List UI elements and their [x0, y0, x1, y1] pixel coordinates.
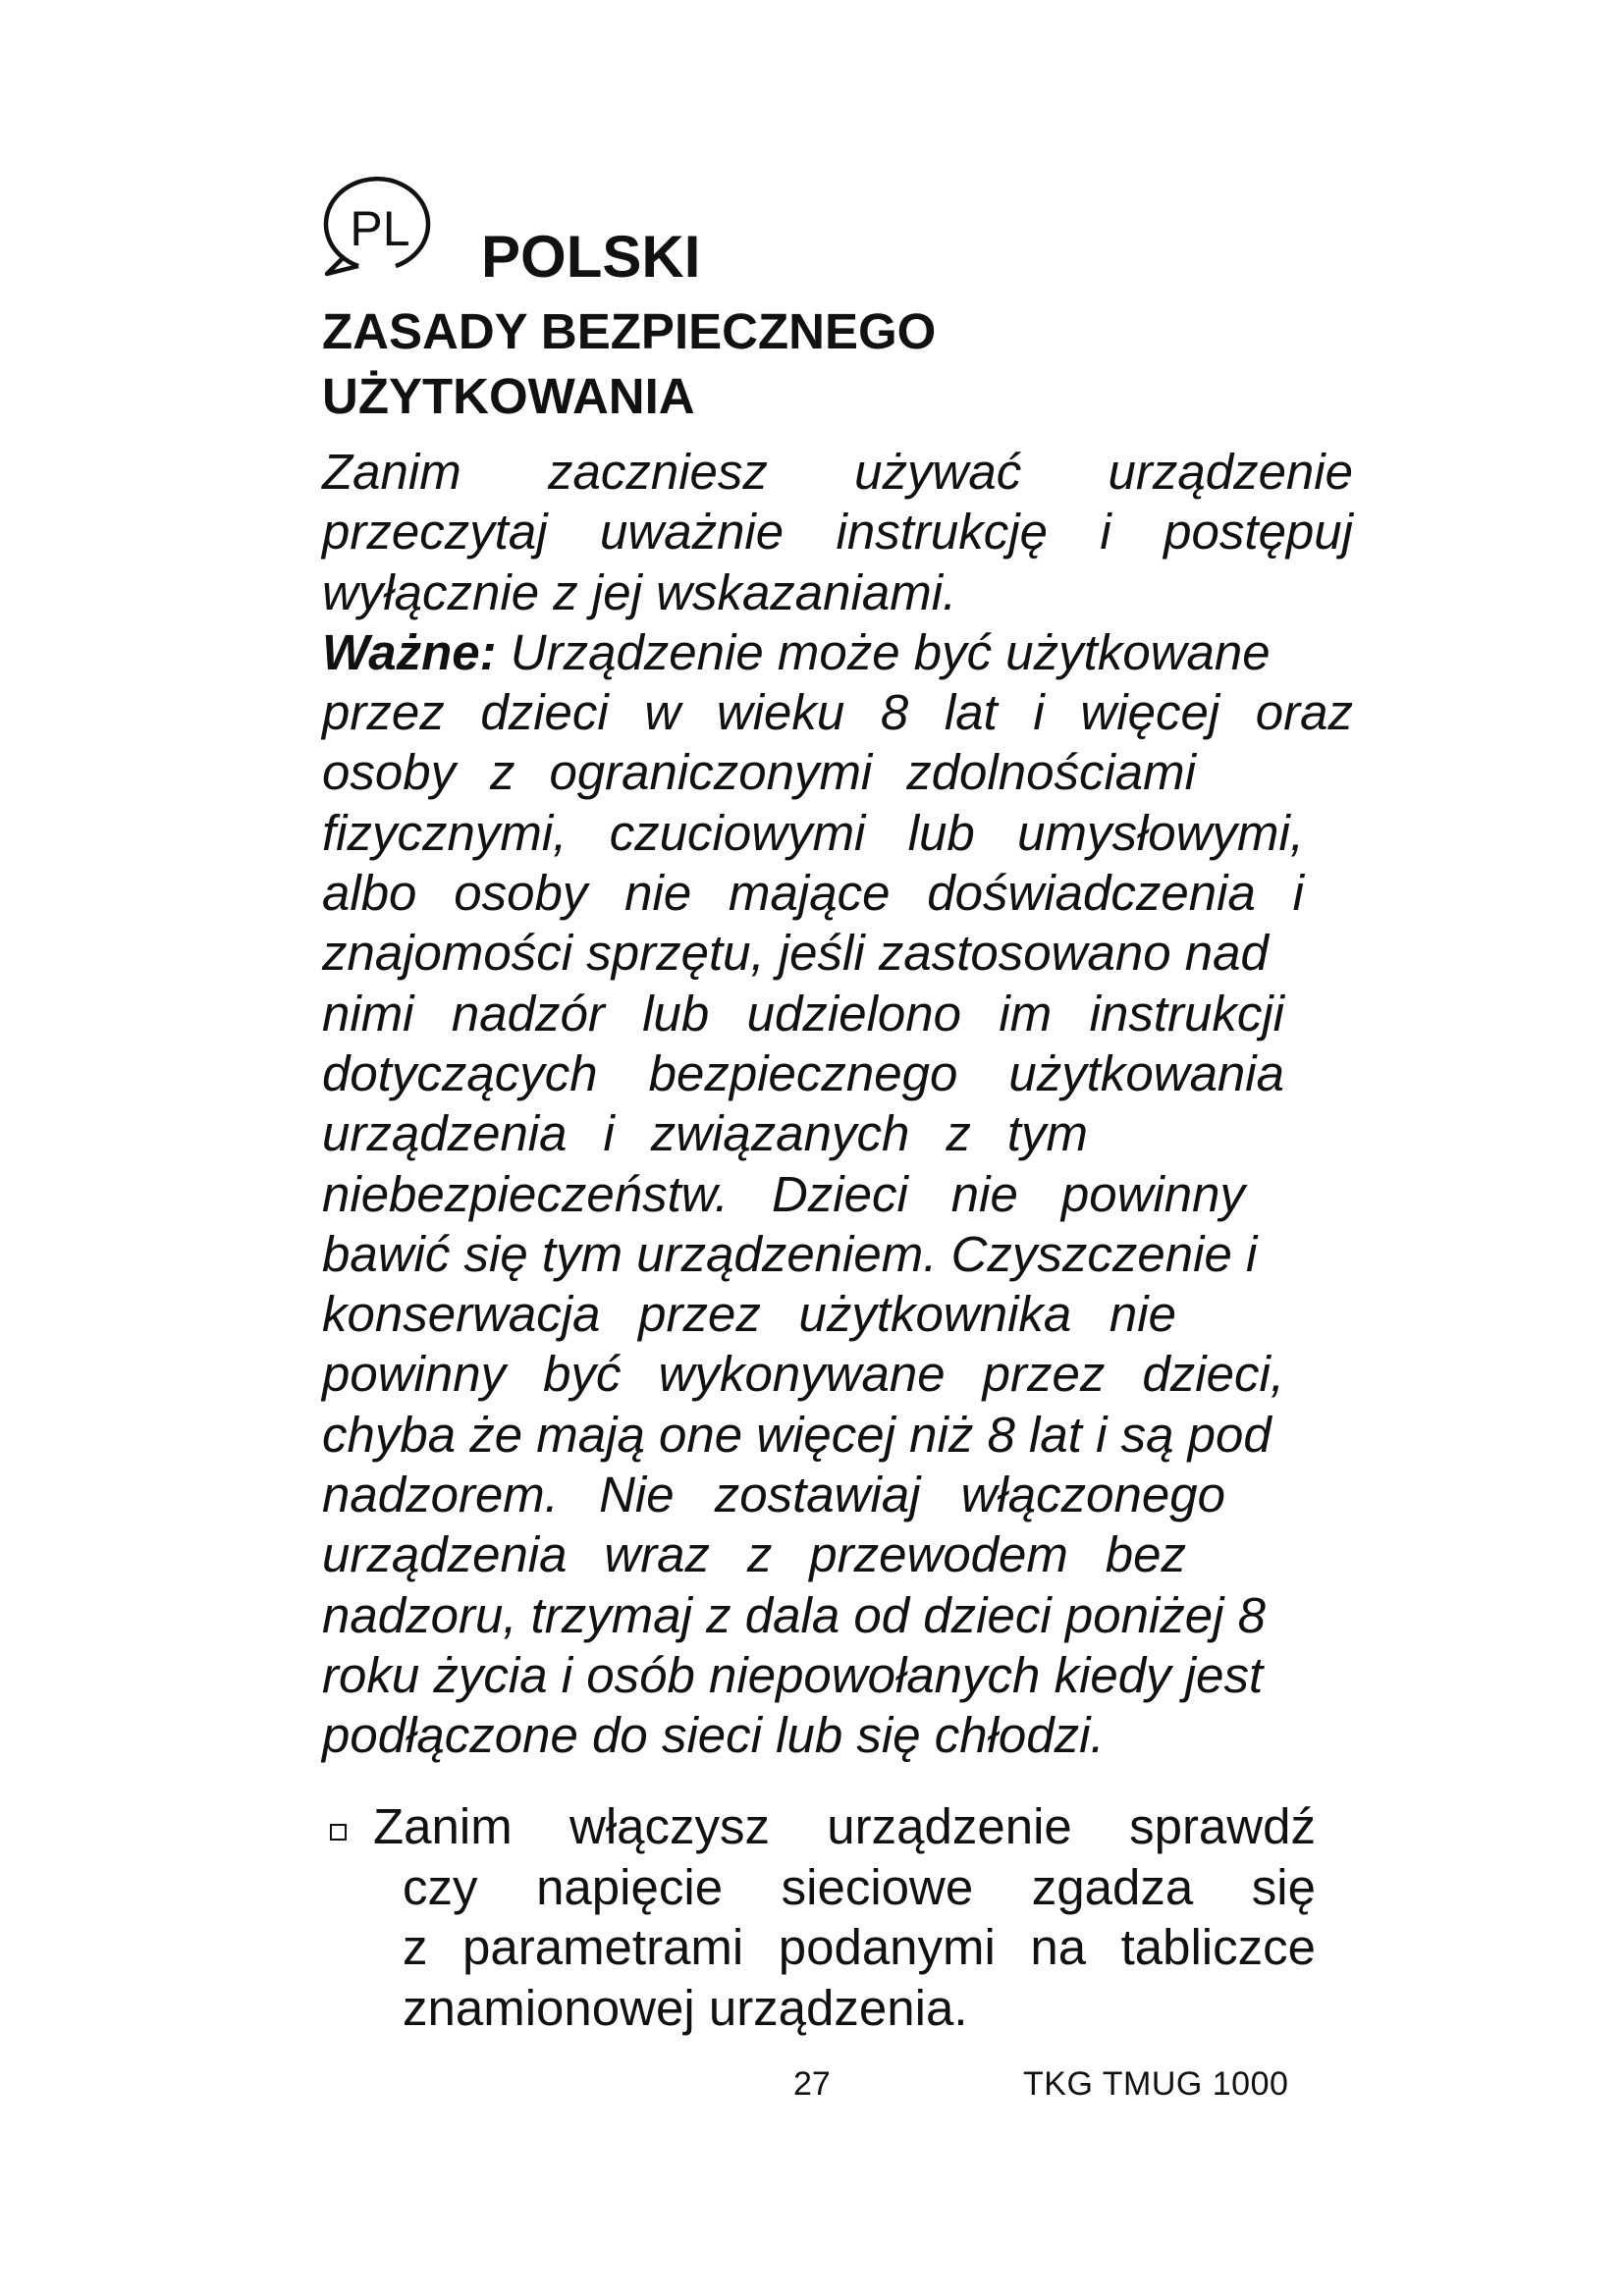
- intro-line: wyłącznie z jej wskazaniami.: [322, 563, 957, 620]
- important-line: podłączone do sieci lub się chłodzi.: [322, 1707, 1105, 1764]
- important-line: roku życia i osób niepowołanych kiedy jest: [322, 1646, 1264, 1703]
- safety-paragraph: [322, 442, 1353, 1766]
- important-line: osoby z ograniczonymi zdolnościami: [322, 744, 1196, 801]
- important-line: powinny być wykonywane przez dzieci,: [322, 1346, 1284, 1403]
- bullet-line: znamionowej urządzenia.: [403, 1979, 968, 2036]
- important-line: nadzorem. Nie zostawiaj włączonego: [322, 1467, 1225, 1523]
- section-heading-line: UŻYTKOWANIA: [322, 368, 695, 424]
- important-first-text: Urządzenie może być użytkowane: [496, 623, 1271, 680]
- section-heading: [322, 299, 1353, 429]
- important-line: urządzenia i związanych z tym: [322, 1105, 1088, 1162]
- bullet-line: z parametrami podanymi na tabliczce: [403, 1919, 1316, 1975]
- bullet-item: [324, 1796, 1355, 2038]
- intro-line: Zanim zaczniesz używać urządzenie: [322, 444, 1353, 500]
- important-line: znajomości sprzętu, jeśli zastosowano nad: [322, 925, 1269, 982]
- important-label: Ważne:: [322, 623, 497, 680]
- important-line: konserwacja przez użytkownika nie: [322, 1286, 1176, 1343]
- important-line: bawić się tym urządzeniem. Czyszczenie i: [322, 1225, 1258, 1282]
- bullet-line: Zanim włączysz urządzenie sprawdź: [373, 1798, 1316, 1854]
- language-title: POLSKI: [481, 224, 701, 290]
- language-code-badge: PL: [350, 201, 410, 256]
- important-line: fizycznymi, czuciowymi lub umysłowymi,: [322, 804, 1304, 861]
- important-line: przez dzieci w wieku 8 lat i więcej oraz: [322, 684, 1353, 741]
- page-number: 27: [793, 2065, 831, 2103]
- important-line: albo osoby nie mające doświadczenia i: [322, 865, 1304, 922]
- section-heading-line: ZASADY BEZPIECZNEGO: [322, 303, 937, 359]
- checkbox-bullet-icon: [330, 1824, 347, 1841]
- important-line: niebezpieczeństw. Dzieci nie powinny: [322, 1165, 1245, 1222]
- model-name: TKG TMUG 1000: [1023, 2065, 1289, 2103]
- important-line: chyba że mają one więcej niż 8 lat i są pod: [322, 1406, 1272, 1463]
- intro-line: przeczytaj uważnie instrukcję i postępuj: [322, 504, 1353, 561]
- important-line: nadzoru, trzymaj z dala od dzieci poniżej 8: [322, 1586, 1267, 1643]
- important-line: nimi nadzór lub udzielono im instrukcji: [322, 985, 1284, 1041]
- important-first-line: [322, 622, 1353, 682]
- important-line: urządzenia wraz z przewodem bez: [322, 1526, 1186, 1583]
- bullet-line: czy napięcie sieciowe zgadza się: [403, 1858, 1316, 1915]
- important-line: dotyczących bezpiecznego użytkowania: [322, 1044, 1284, 1101]
- speech-bubble-icon: [319, 172, 442, 282]
